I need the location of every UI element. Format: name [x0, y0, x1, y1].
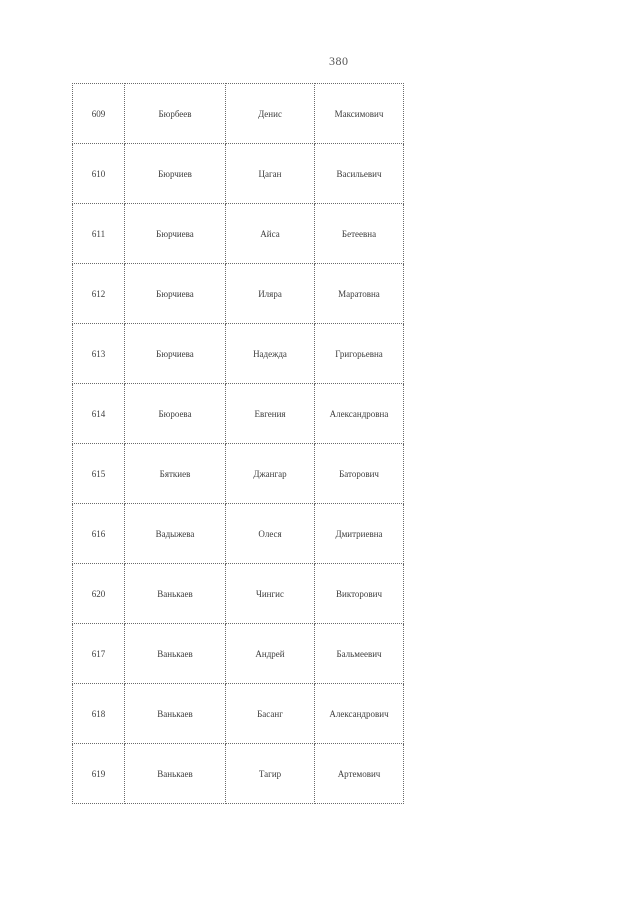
first-name-cell: Надежда: [226, 324, 315, 384]
table-row: [73, 324, 404, 384]
page-number: 380: [329, 54, 349, 68]
table-row: [73, 624, 404, 684]
patronymic-cell: Александрович: [315, 684, 404, 744]
first-name-cell: Иляра: [226, 264, 315, 324]
last-name-cell: Бюроева: [125, 384, 226, 444]
patronymic-cell: Григорьевна: [315, 324, 404, 384]
first-name-cell: Чингис: [226, 564, 315, 624]
row-number-cell: 620: [73, 564, 125, 624]
table-row: [73, 504, 404, 564]
first-name-cell: Денис: [226, 84, 315, 144]
first-name-cell: Андрей: [226, 624, 315, 684]
row-number-cell: 613: [73, 324, 125, 384]
patronymic-cell: Бетеевна: [315, 204, 404, 264]
last-name-cell: Ванькаев: [125, 684, 226, 744]
last-name-cell: Бюрчиева: [125, 324, 226, 384]
row-number-cell: 617: [73, 624, 125, 684]
table-row: [73, 144, 404, 204]
table-row: [73, 204, 404, 264]
table-row: [73, 564, 404, 624]
first-name-cell: Айса: [226, 204, 315, 264]
last-name-cell: Бяткиев: [125, 444, 226, 504]
last-name-cell: Бюрчиева: [125, 204, 226, 264]
row-number-cell: 616: [73, 504, 125, 564]
row-number-cell: 612: [73, 264, 125, 324]
last-name-cell: Бюрбеев: [125, 84, 226, 144]
first-name-cell: Джангар: [226, 444, 315, 504]
first-name-cell: Цаган: [226, 144, 315, 204]
table-row: [73, 384, 404, 444]
table-row: [73, 264, 404, 324]
table-row: [73, 744, 404, 804]
row-number-cell: 619: [73, 744, 125, 804]
first-name-cell: Басанг: [226, 684, 315, 744]
first-name-cell: Олеся: [226, 504, 315, 564]
patronymic-cell: Максимович: [315, 84, 404, 144]
row-number-cell: 614: [73, 384, 125, 444]
first-name-cell: Тагир: [226, 744, 315, 804]
roster-table-body: [73, 84, 404, 804]
table-row: [73, 444, 404, 504]
patronymic-cell: Артемович: [315, 744, 404, 804]
last-name-cell: Бюрчиева: [125, 264, 226, 324]
row-number-cell: 615: [73, 444, 125, 504]
patronymic-cell: Васильевич: [315, 144, 404, 204]
patronymic-cell: Маратовна: [315, 264, 404, 324]
patronymic-cell: Баторович: [315, 444, 404, 504]
last-name-cell: Ванькаев: [125, 744, 226, 804]
patronymic-cell: Викторович: [315, 564, 404, 624]
row-number-cell: 611: [73, 204, 125, 264]
table-row: [73, 84, 404, 144]
patronymic-cell: Бальмеевич: [315, 624, 404, 684]
last-name-cell: Бюрчиев: [125, 144, 226, 204]
last-name-cell: Вадыжева: [125, 504, 226, 564]
roster-table: [72, 83, 404, 804]
patronymic-cell: Александровна: [315, 384, 404, 444]
first-name-cell: Евгения: [226, 384, 315, 444]
patronymic-cell: Дмитриевна: [315, 504, 404, 564]
last-name-cell: Ванькаев: [125, 564, 226, 624]
row-number-cell: 618: [73, 684, 125, 744]
last-name-cell: Ванькаев: [125, 624, 226, 684]
row-number-cell: 609: [73, 84, 125, 144]
table-row: [73, 684, 404, 744]
row-number-cell: 610: [73, 144, 125, 204]
